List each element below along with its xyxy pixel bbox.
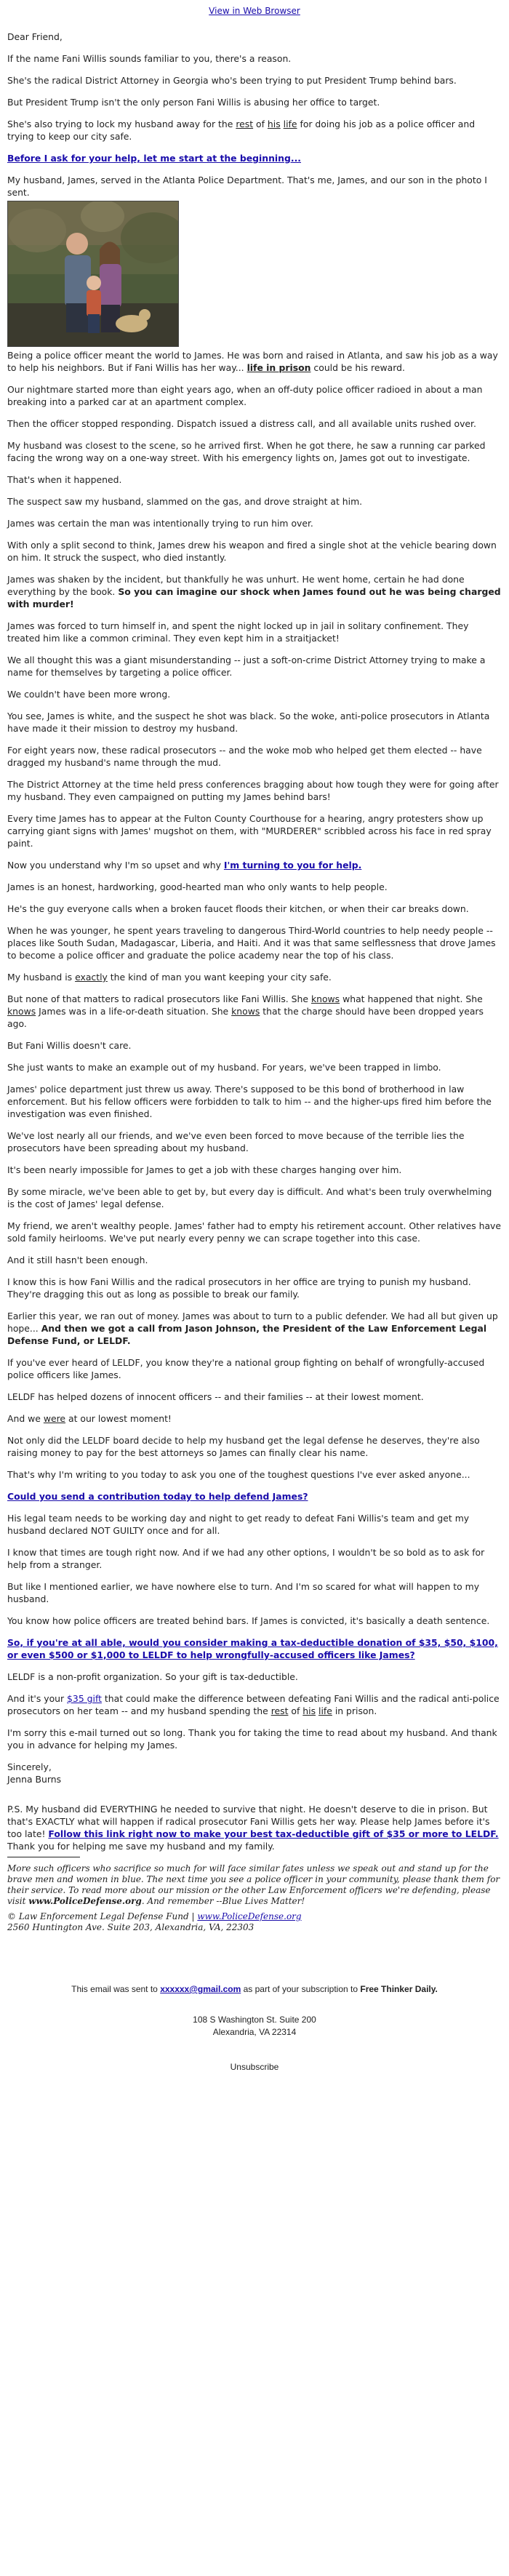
paragraph: I'm sorry this e-mail turned out so long. Thank you for taking the time to read about my husband. And thank you in advance for helping my James. xyxy=(7,1727,497,1751)
text: of xyxy=(288,1705,303,1716)
org-info xyxy=(7,1911,502,1933)
text: Being a police officer meant the world to James. He was born and raised in Atlanta, and saw his job as a way to help his neighbors. But if Fani Willis has her way... xyxy=(7,350,498,373)
paragraph: James was forced to turn himself in, and spent the night locked up in jail in solitary confinement. They treated him like a common criminal. They even kept him in a straitjacket! xyxy=(7,620,469,644)
mailing-address-line-2: Alexandria, VA 22314 xyxy=(212,2027,297,2037)
text: But none of that matters to radical prosecutors like Fani Willis. She xyxy=(7,993,311,1004)
text: for doing his job as a police officer and trying to keep our city safe. xyxy=(7,119,476,142)
unsubscribe-link[interactable]: Unsubscribe xyxy=(230,2062,279,2072)
top-bar xyxy=(0,0,509,22)
text: the kind of man you want keeping your city safe. xyxy=(107,972,332,983)
paragraph xyxy=(7,349,502,374)
text: knows xyxy=(310,993,340,1004)
paragraph: You see, James is white, and the suspect he shot was black. So the woke, anti-police prosecutors in Atlanta have made it their mission to destroy my husband. xyxy=(7,711,490,734)
text: that could make the difference between defeating Fani Willis and the radical anti-police prosecutors on her team -- and my husband spending the xyxy=(7,1693,500,1716)
text: . And remember --Blue Lives Matter! xyxy=(141,1896,305,1906)
paragraph: Every time James has to appear at the Fulton County Courthouse for a hearing, angry protesters show up carrying giant signs with James' mugshot on them, with "MURDERER" scribbled across his face in red spray paint. xyxy=(7,813,492,849)
text: in prison. xyxy=(332,1705,377,1716)
family-photo-image xyxy=(8,201,178,346)
text: exactly xyxy=(75,972,108,983)
donation-amounts-link[interactable]: So, if you're at all able, would you consider making a tax-deductible donation of $35, $50, $100, or even $500 or $1,000 to LELDF to help wrongfully-accused officers like James? xyxy=(7,1637,498,1660)
text: his xyxy=(267,119,281,129)
paragraph xyxy=(7,573,502,610)
postscript xyxy=(7,1803,502,1852)
site-name: www.PoliceDefense.org xyxy=(28,1896,142,1906)
text: © Law Enforcement Legal Defense Fund | xyxy=(7,1911,198,1921)
paragraph xyxy=(7,1310,502,1347)
paragraph: James' police department just threw us away. There's supposed to be this bond of brotherhood in law enforcement. But his fellow officers were forbidden to talk to him -- and the higher-ups fired him before the investigation was even finished. xyxy=(7,1084,492,1119)
paragraph: But President Trump isn't the only person Fani Willis is abusing her office to target. xyxy=(7,97,380,108)
paragraph: For eight years now, these radical prosecutors -- and the woke mob who helped get them elected -- have dragged my husband's name through the mud. xyxy=(7,745,482,768)
mailing-address-line-1: 108 S Washington St. Suite 200 xyxy=(193,2015,316,2025)
paragraph xyxy=(7,1692,502,1717)
paragraph: I know this is how Fani Willis and the radical prosecutors in her office are trying to punish my husband. They're dragging this out as long as possible to break our family. xyxy=(7,1276,471,1300)
paragraph: The suspect saw my husband, slammed on the gas, and drove straight at him. xyxy=(7,496,363,507)
text: could be his reward. xyxy=(310,362,405,373)
gift-35-link[interactable]: $35 gift xyxy=(67,1693,102,1704)
text: And it's your xyxy=(7,1693,68,1704)
paragraph: James was certain the man was intentionally trying to run him over. xyxy=(7,518,313,529)
paragraph: His legal team needs to be working day and night to get ready to defeat Fani Willis's team and get my husband declared NOT GUILTY once and for all. xyxy=(7,1513,470,1536)
text: at our lowest moment! xyxy=(65,1413,172,1424)
text: rest xyxy=(236,119,254,129)
paragraph: We couldn't have been more wrong. xyxy=(7,689,171,700)
footer-note xyxy=(7,1863,502,1907)
paragraph xyxy=(7,152,502,164)
text: were xyxy=(43,1413,66,1424)
text: as part of your subscription to xyxy=(241,1984,361,1994)
paragraph: My husband was closest to the scene, so he arrived first. When he got there, he saw a running car parked facing the wrong way on a one-way street. With his emergency lights on, James got out to investigate. xyxy=(7,440,486,463)
turning-to-you-link[interactable]: I'm turning to you for help. xyxy=(223,860,362,871)
greeting: Dear Friend, xyxy=(7,31,63,42)
text: rest xyxy=(270,1705,289,1716)
paragraph xyxy=(7,1636,502,1661)
sent-to-line xyxy=(0,1984,509,1994)
text: Now you understand why I'm so upset and why xyxy=(7,860,224,871)
paragraph: We all thought this was a giant misunderstanding -- just a soft-on-crime District Attorney trying to make a name for themselves by targeting a police officer. xyxy=(7,655,486,678)
text: This email was sent to xyxy=(71,1984,161,1994)
beginning-link[interactable]: Before I ask for your help, let me start at the beginning... xyxy=(7,153,301,164)
text: that the charge should have been dropped years ago. xyxy=(7,1006,484,1029)
paragraph: Our nightmare started more than eight years ago, when an off-duty police officer radioed in about a man breaking into a parked car at an apartment complex. xyxy=(7,384,483,407)
paragraph: That's why I'm writing to you today to ask you one of the toughest questions I've ever asked anyone... xyxy=(7,1469,470,1480)
org-website-link[interactable]: www.PoliceDefense.org xyxy=(197,1911,302,1921)
paragraph xyxy=(7,118,502,143)
family-photo xyxy=(7,201,179,347)
subscription-footer xyxy=(0,1984,509,2089)
paragraph: LELDF has helped dozens of innocent officers -- and their families -- at their lowest moment. xyxy=(7,1391,424,1402)
text: And then we got a call from Jason Johnson, the President of the Law Enforcement Legal Defense Fund, or LELDF. xyxy=(7,1323,487,1346)
paragraph xyxy=(7,1412,502,1425)
text: Earlier this year, we ran out of money. James was about to turn to a public defender. We had all but given up hope... xyxy=(7,1311,498,1334)
text: knows xyxy=(7,1006,36,1017)
text: knows xyxy=(231,1006,260,1017)
text: James was in a life-or-death situation. She xyxy=(36,1006,232,1017)
text: She's also trying to lock my husband away for the xyxy=(7,119,236,129)
paragraph: Not only did the LELDF board decide to help my husband get the legal defense he deserves, they're also raising money to pay for the best attorneys so James can finally clear his name. xyxy=(7,1435,480,1458)
paragraph: If the name Fani Willis sounds familiar to you, there's a reason. xyxy=(7,53,292,64)
paragraph: My husband, James, served in the Atlanta Police Department. That's me, James, and our son in the photo I sent. xyxy=(7,175,487,198)
text: life xyxy=(283,119,297,129)
paragraph xyxy=(7,859,502,871)
paragraph: And it still hasn't been enough. xyxy=(7,1255,148,1265)
text: life xyxy=(318,1705,332,1716)
text: James was shaken by the incident, but thankfully he was unhurt. He went home, certain he had done everything by the book. xyxy=(7,574,465,597)
text: of xyxy=(253,119,268,129)
contribution-link[interactable]: Could you send a contribution today to help defend James? xyxy=(7,1491,308,1502)
publication-name: Free Thinker Daily. xyxy=(360,1984,438,1994)
paragraph: My friend, we aren't wealthy people. James' father had to empty his retirement account. Other relatives have sold family heirlooms. We've put nearly every penny we can scrape together into this case. xyxy=(7,1220,502,1244)
signature: Jenna Burns xyxy=(7,1774,62,1785)
paragraph: She's the radical District Attorney in Georgia who's been trying to put President Trump behind bars. xyxy=(7,75,457,86)
paragraph: Then the officer stopped responding. Dispatch issued a distress call, and all available units rushed over. xyxy=(7,418,476,429)
view-in-browser-link[interactable]: View in Web Browser xyxy=(209,6,300,16)
paragraph: She just wants to make an example out of my husband. For years, we've been trapped in limbo. xyxy=(7,1062,441,1073)
org-address: 2560 Huntington Ave. Suite 203, Alexandria, VA, 22303 xyxy=(7,1922,254,1932)
paragraph: With only a split second to think, James drew his weapon and fired a single shot at the vehicle bearing down on him. It struck the suspect, who died instantly. xyxy=(7,540,497,563)
paragraph: We've lost nearly all our friends, and we've even been forced to move because of the terrible lies the prosecutors have been spreading about my husband. xyxy=(7,1130,465,1153)
paragraph: LELDF is a non-profit organization. So your gift is tax-deductible. xyxy=(7,1671,298,1682)
text: life in prison xyxy=(247,362,311,373)
sincerely: Sincerely, xyxy=(7,1761,52,1772)
postscript-link[interactable]: Follow this link right now to make your best tax-deductible gift of $35 or more to LELDF. xyxy=(48,1828,499,1839)
sign-off xyxy=(7,1761,502,1785)
text: his xyxy=(302,1705,316,1716)
paragraph: But like I mentioned earlier, we have nowhere else to turn. And I'm so scared for what will happen to my husband. xyxy=(7,1581,480,1604)
paragraph: If you've ever heard of LELDF, you know they're a national group fighting on behalf of wrongfully-accused police officers like James. xyxy=(7,1357,485,1380)
letter-body xyxy=(7,22,502,1933)
text: what happened that night. She xyxy=(340,993,483,1004)
recipient-email-link[interactable]: xxxxxx@gmail.com xyxy=(160,1984,241,1994)
paragraph xyxy=(7,971,502,983)
paragraph: The District Attorney at the time held press conferences bragging about how tough they were for going after my husband. They even campaigned on putting my James behind bars! xyxy=(7,779,499,802)
text: More such officers who sacrifice so much for will face similar fates unless we speak out and stand up for the brave men and women in blue. The next time you see a police officer in your community, please thank them for their service. To read more about our mission or the other Law Enforcement officers we're defending, please visit xyxy=(7,1863,500,1906)
paragraph: When he was younger, he spent years traveling to dangerous Third-World countries to help needy people -- places like South Sudan, Madagascar, Liberia, and Haiti. And it was that same selflessness that drove James to become a police officer and graduate the police academy near the top of his class. xyxy=(7,925,496,961)
text: So you can imagine our shock when James found out he was being charged with murder! xyxy=(7,586,501,609)
text: And we xyxy=(7,1413,44,1424)
paragraph: He's the guy everyone calls when a broken faucet floods their kitchen, or when their car breaks down. xyxy=(7,903,469,914)
paragraph: You know how police officers are treated behind bars. If James is convicted, it's basically a death sentence. xyxy=(7,1615,490,1626)
paragraph: James is an honest, hardworking, good-hearted man who only wants to help people. xyxy=(7,881,388,892)
paragraph: But Fani Willis doesn't care. xyxy=(7,1040,132,1051)
paragraph: By some miracle, we've been able to get by, but every day is difficult. And what's been truly overwhelming is the cost of James' legal defense. xyxy=(7,1186,492,1209)
text: P.S. My husband did EVERYTHING he needed to survive that night. He doesn't deserve to die in prison. But that's EXACTLY what will happen if radical prosecutor Fani Willis gets her way. Please help James before it's too late! xyxy=(7,1804,490,1839)
paragraph: That's when it happened. xyxy=(7,474,122,485)
text: Thank you for helping me save my husband and my family. xyxy=(7,1841,275,1852)
paragraph xyxy=(7,1490,502,1503)
paragraph xyxy=(7,993,502,1030)
paragraph: I know that times are tough right now. And if we had any other options, I wouldn't be so bold as to ask for help from a stranger. xyxy=(7,1547,485,1570)
text: My husband is xyxy=(7,972,76,983)
paragraph: It's been nearly impossible for James to get a job with these charges hanging over him. xyxy=(7,1164,402,1175)
